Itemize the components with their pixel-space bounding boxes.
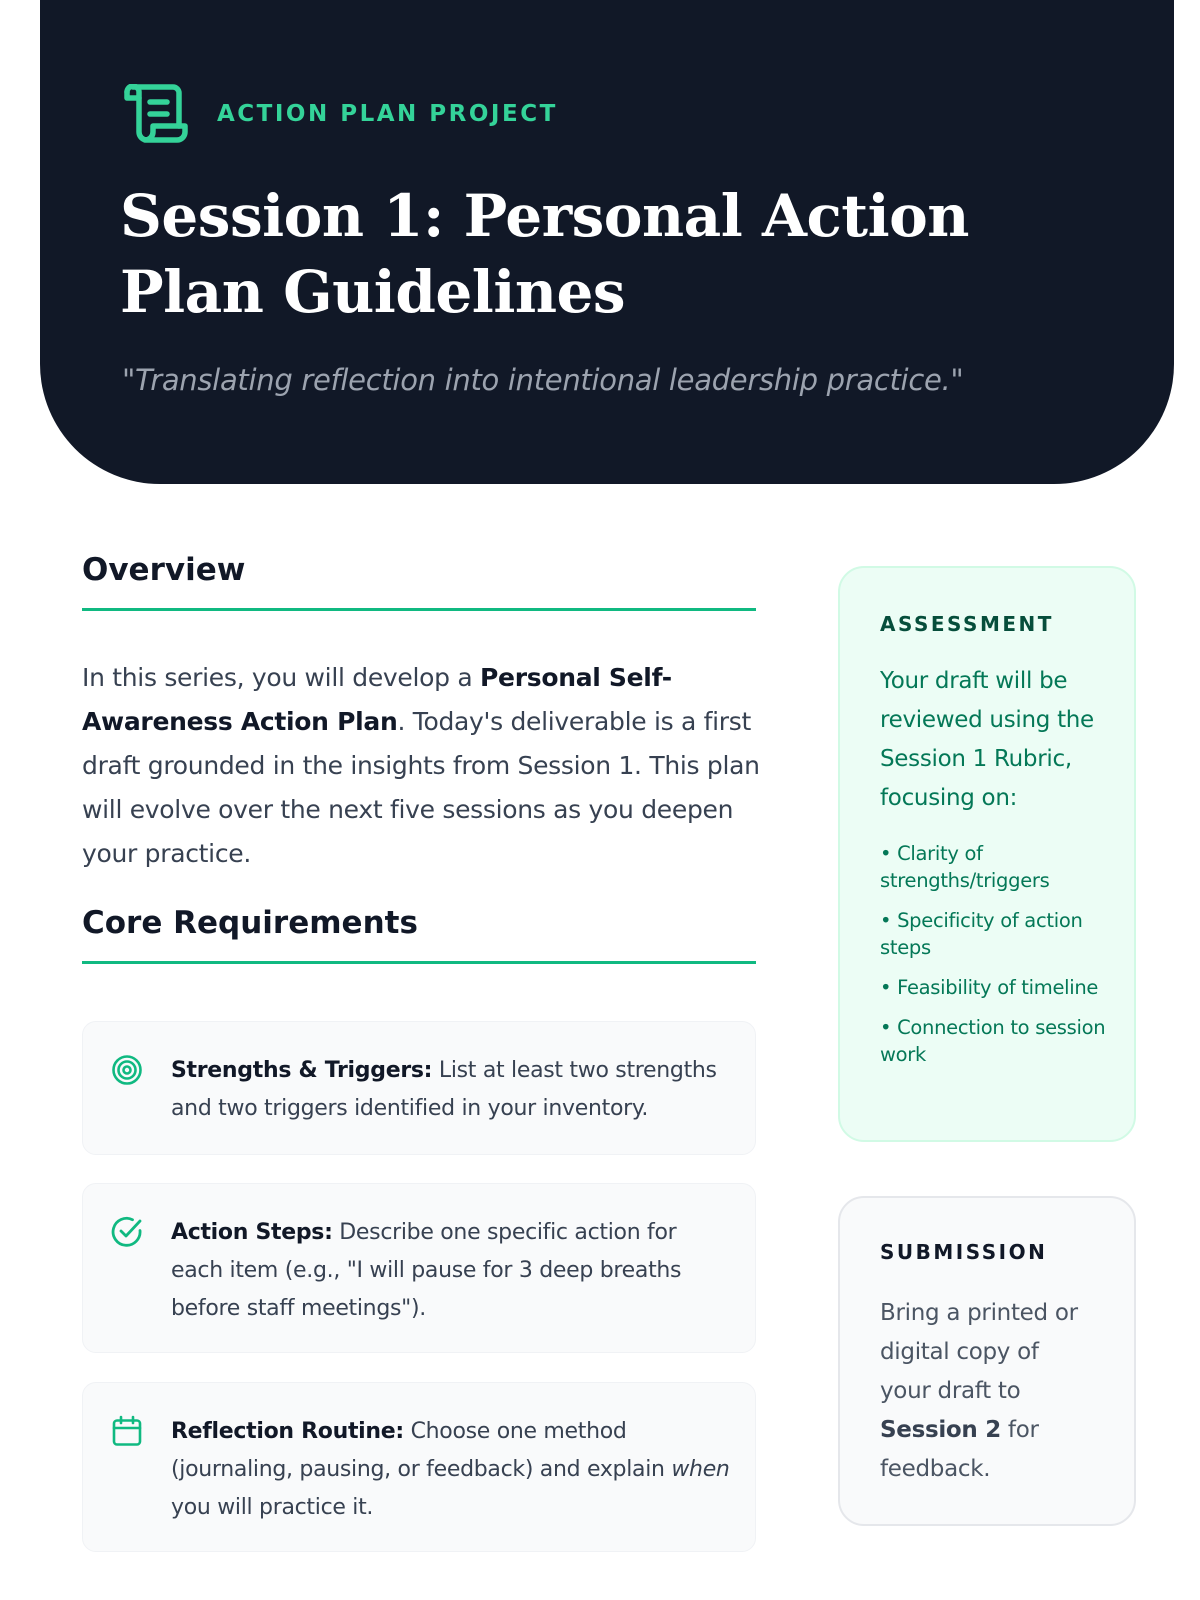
submission-text: Bring a printed or digital copy of your draft to	[880, 1300, 1078, 1404]
requirement-description: Describe one specific action for each item (e.g., "I will pause for 3 deep breaths before staff meetings").	[171, 1220, 682, 1321]
requirement-description: List at least two strengths and two triggers identified in your inventory.	[171, 1058, 717, 1121]
requirement-text-reflection	[171, 1413, 731, 1527]
overview-paragraph	[82, 656, 762, 876]
header-banner	[40, 0, 1174, 484]
submission-label: SUBMISSION	[880, 1240, 1048, 1264]
assessment-criterion: • Clarity of strengths/triggers	[880, 842, 1050, 892]
requirement-card-action-steps	[82, 1183, 756, 1353]
target-icon	[111, 1054, 143, 1086]
overview-rest: . Today's deliverable is a first draft grounded in the insights from Session 1. This plan will evolve over the next five sessions as you deepen your practice.	[82, 707, 760, 868]
requirement-title: Action Steps:	[171, 1220, 333, 1245]
assessment-criterion: • Connection to session work	[880, 1016, 1106, 1066]
requirement-title: Reflection Routine:	[171, 1419, 404, 1444]
header-quote: "Translating reflection into intentional leadership practice."	[122, 363, 964, 397]
overview-intro: In this series, you will develop a	[82, 663, 481, 692]
submission-body	[880, 1294, 1090, 1489]
requirement-card-strengths	[82, 1021, 756, 1155]
kicker-row	[123, 84, 558, 144]
assessment-card	[838, 566, 1136, 1142]
requirement-emphasis: when	[671, 1457, 730, 1482]
check-circle-icon	[111, 1216, 143, 1248]
requirement-text-action-steps	[171, 1214, 731, 1328]
requirement-text-strengths	[171, 1052, 731, 1128]
requirement-title: Strengths & Triggers:	[171, 1058, 433, 1083]
overview-heading: Overview	[82, 548, 756, 611]
scroll-icon	[123, 84, 189, 144]
submission-session: Session 2	[880, 1417, 1001, 1443]
assessment-criterion: • Feasibility of timeline	[880, 976, 1099, 999]
requirement-description-end: you will practice it.	[171, 1495, 374, 1520]
assessment-body: Your draft will be reviewed using the Session 1 Rubric, focusing on:	[880, 668, 1094, 811]
submission-card	[838, 1196, 1136, 1526]
requirement-card-reflection	[82, 1382, 756, 1552]
requirement-description: Choose one method (journaling, pausing, or feedback) and explain	[171, 1419, 672, 1482]
assessment-label: ASSESSMENT	[880, 612, 1054, 636]
assessment-criterion: • Specificity of action steps	[880, 909, 1083, 959]
assessment-criteria-list	[880, 840, 1112, 1081]
overview-plan-name: Personal Self-Awareness Action Plan	[82, 663, 672, 736]
submission-text-end: for feedback.	[880, 1417, 1039, 1482]
calendar-icon	[111, 1415, 143, 1447]
project-kicker: ACTION PLAN PROJECT	[217, 101, 558, 127]
core-requirements-heading: Core Requirements	[82, 901, 756, 964]
page-title: Session 1: Personal Action Plan Guidelines	[120, 182, 969, 326]
